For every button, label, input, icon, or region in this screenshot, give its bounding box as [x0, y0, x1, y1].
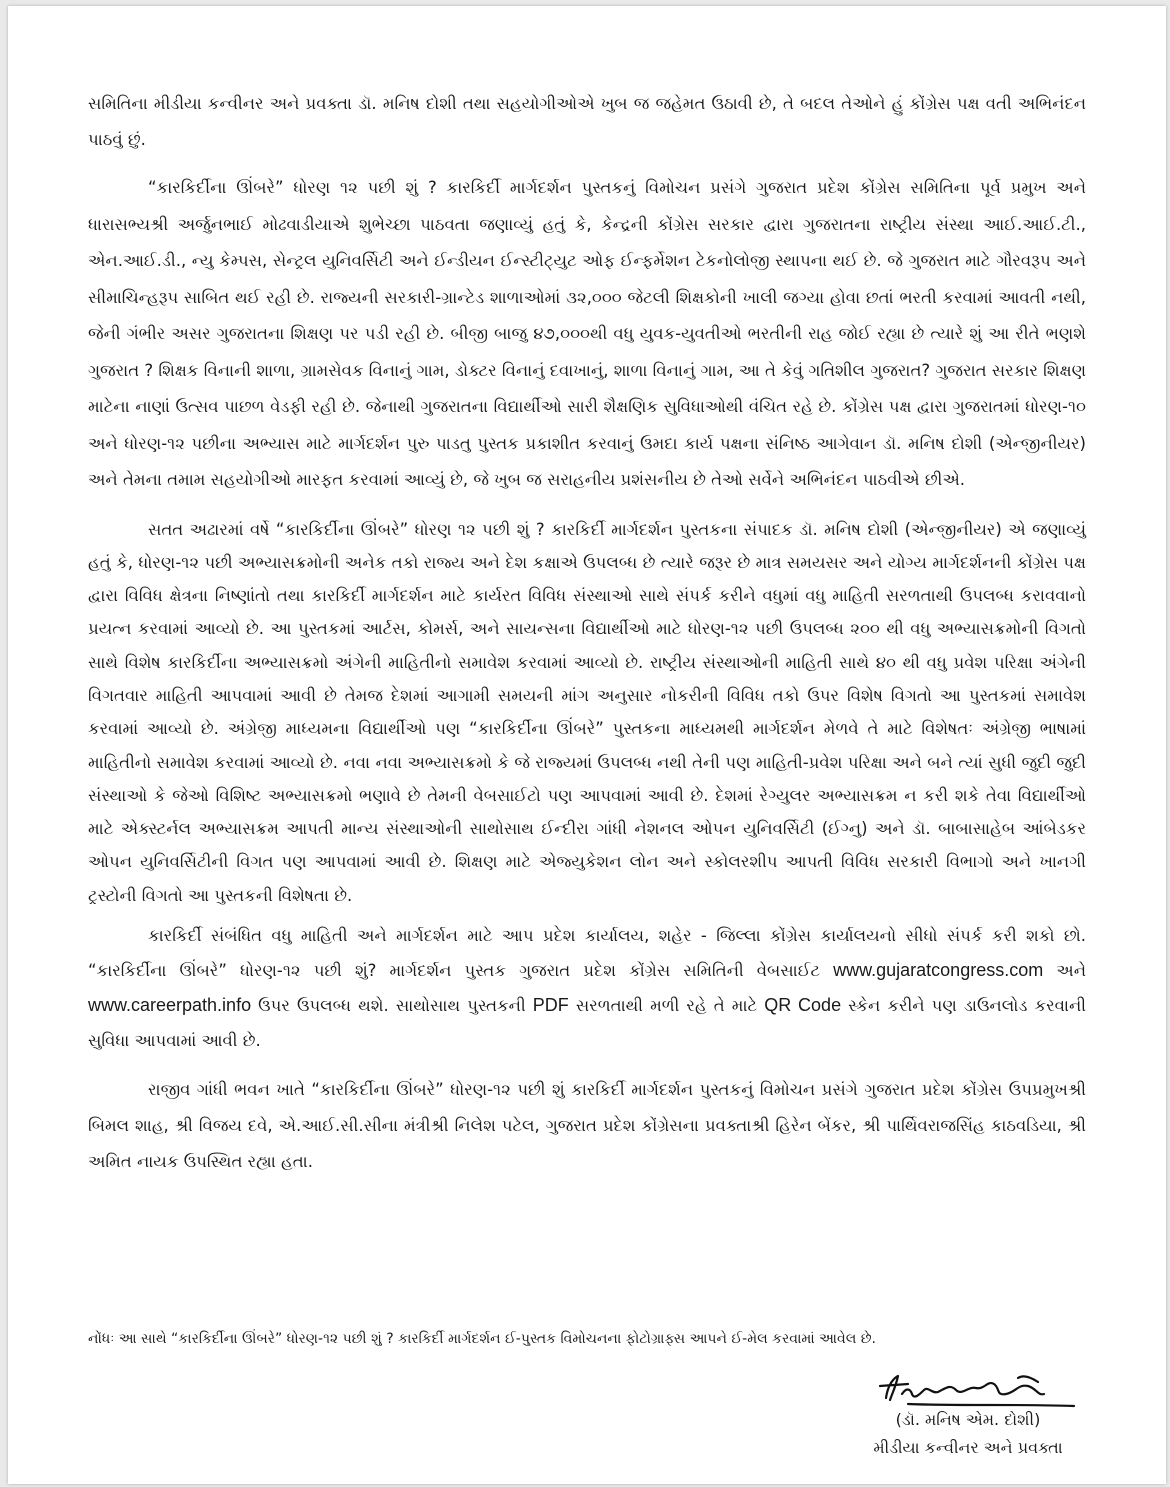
website-link-careerpath: www.careerpath.info [88, 995, 252, 1016]
pdf-label: PDF [532, 995, 569, 1016]
signatory-designation: મીડીયા કન્વીનર અને પ્રવક્તા [873, 1438, 1063, 1457]
paragraph-4-text-a: કારકિર્દી સંબંધિત વધુ માહિતી અને માર્ગદર્શન માટે આપ પ્રદેશ કાર્યાલય, શહેર - જિલ્લા કોંગ્રેસ કાર્યાલયનો સીધો સંપર્ક કરી શકો છો. “કારકિર્દીના ઊંબરે” ધોરણ-૧૨ પછી શું? માર્ગદર્શન પુસ્તક ગુજરાત પ્રદેશ કોંગ્રેસ સમિતિની વેબસાઈટ [88, 926, 1086, 981]
paragraph-4-text-b: અને [1043, 961, 1086, 981]
paragraph-4 [88, 918, 1086, 1058]
paragraph-4-text-c: ઉપર ઉપલબ્ધ થશે. સાથોસાથ પુસ્તકની [251, 996, 533, 1016]
signatory-name: (ડૉ. મનિષ એમ. દોશી) [895, 1410, 1041, 1429]
paragraph-4-text-e: સ્કેન કરીને પણ ડાઉનલોડ કરવાની સુવિધા આપવામાં આવી છે. [88, 996, 1086, 1051]
paragraph-4-text-d: સરળતાથી મળી રહે તે માટે [568, 996, 765, 1016]
paragraph-2: “કારકિર્દીના ઊંબરે” ધોરણ ૧૨ પછી શું ? કારકિર્દી માર્ગદર્શન પુસ્તકનું વિમોચન પ્રસંગે ગુજરાત પ્રદેશ કોંગ્રેસ સમિતિના પૂર્વ પ્રમુખ અને ધારાસભ્યશ્રી અર્જુનભાઈ મોઢવાડીયાએ શુભેચ્છા પાઠવતા જણાવ્યું હતું કે, કેન્દ્રની કોંગ્રેસ સરકાર દ્વારા ગુજરાતના રાષ્ટ્રીય સંસ્થા આઈ.આઈ.ટી., એન.આઈ.ડી., ન્યુ કેમ્પસ, સેન્ટ્રલ યુનિવર્સિટી અને ઈન્ડીયન ઈન્સ્ટીટ્યુટ ઓફ ઈન્ફર્મેશન ટેકનોલોજી સ્થાપના થઈ છે. જે ગુજરાત માટે ગૌરવરૂપ અને સીમાચિન્હરૂપ સાબિત થઈ રહી છે. રાજ્યની સરકારી-ગ્રાન્ટેડ શાળાઓમાં ૩૨,૦૦૦ જેટલી શિક્ષકોની ખાલી જગ્યા હોવા છતાં ભરતી કરવામાં આવતી નથી, જેની ગંભીર અસર ગુજરાતના શિક્ષણ પર પડી રહી છે. બીજી બાજુ ૪૭,૦૦૦થી વધુ યુવક-યુવતીઓ ભરતીની રાહ જોઈ રહ્યા છે ત્યારે શું આ રીતે ભણશે ગુજરાત ? શિક્ષક વિનાની શાળા, ગ્રામસેવક વિનાનું ગામ, ડોક્ટર વિનાનું દવાખાનું, શાળા વિનાનું ગામ, આ તે કેવું ગતિશીલ ગુજરાત? ગુજરાત સરકાર શિક્ષણ માટેના નાણાં ઉત્સવ પાછળ વેડફી રહી છે. જેનાથી ગુજરાતના વિદ્યાર્થીઓ સારી શૈક્ષણિક સુવિધાઓથી વંચિત રહે છે. કોંગ્રેસ પક્ષ દ્વારા ગુજરાતમાં ધોરણ-૧૦ અને ધોરણ-૧૨ પછીના અભ્યાસ માટે માર્ગદર્શન પુરુ પાડતુ પુસ્તક પ્રકાશીત કરવાનું ઉમદા કાર્ય પક્ષના સંનિષ્ઠ આગેવાન ડૉ. મનિષ દોશી (એન્જીનીયર) અને તેમના તમામ સહયોગીઓ મારફત કરવામાં આવ્યું છે, જે ખુબ જ સરાહનીય પ્રશંસનીય છે તેઓ સર્વેને અભિનંદન પાઠવીએ છીએ. [88, 178, 1086, 489]
paragraph-5: રાજીવ ગાંધી ભવન ખાતે “કારકિર્દીના ઊંબરે” ધોરણ-૧૨ પછી શું કારકિર્દી માર્ગદર્શન પુસ્તકનું વિમોચન પ્રસંગે ગુજરાત પ્રદેશ કોંગ્રેસ ઉપપ્રમુખશ્રી બિમલ શાહ, શ્રી વિજય દવે, એ.આઈ.સી.સીના મંત્રીશ્રી નિલેશ પટેલ, ગુજરાત પ્રદેશ કોંગ્રેસના પ્રવક્તાશ્રી હિરેન બેંકર, શ્રી પાર્થિવરાજસિંહ કાઠવડિયા, શ્રી અમિત નાયક ઉપસ્થિત રહ્યા હતા. [88, 1080, 1086, 1172]
signatory-block [858, 1406, 1078, 1462]
paragraph-1: સમિતિના મીડીયા કન્વીનર અને પ્રવક્તા ડૉ. મનિષ દોશી તથા સહયોગીઓએ ખુબ જ જહેમત ઉઠાવી છે, તે બદલ તેઓને હું કોંગ્રેસ પક્ષ વતી અભિનંદન પાઠવું છું. [88, 94, 1086, 149]
document-page [8, 6, 1166, 1484]
paragraph-3: સતત અઢારમાં વર્ષે “કારકિર્દીના ઊંબરે” ધોરણ ૧૨ પછી શું ? કારકિર્દી માર્ગદર્શન પુસ્તકના સંપાદક ડૉ. મનિષ દોશી (એન્જીનીયર) એ જણાવ્યું હતું કે, ધોરણ-૧૨ પછી અભ્યાસક્રમોની અનેક તકો રાજ્ય અને દેશ કક્ષાએ ઉપલબ્ધ છે ત્યારે જરૂર છે માત્ર સમયસર અને યોગ્ય માર્ગદર્શનની કોંગ્રેસ પક્ષ દ્વારા વિવિધ ક્ષેત્રના નિષ્ણાંતો તથા કારકિર્દી માર્ગદર્શન માટે કાર્યરત વિવિધ સંસ્થાઓ સાથે સંપર્ક કરીને વધુમાં વધુ માહિતી સરળતાથી ઉપલબ્ધ કરાવવાનો પ્રયત્ન કરવામાં આવ્યો છે. આ પુસ્તકમાં આર્ટસ, કોમર્સ, અને સાયન્સના વિદ્યાર્થીઓ માટે ધોરણ-૧૨ પછી ઉપલબ્ધ ૨૦૦ થી વધુ અભ્યાસક્રમોની વિગતો સાથે વિશેષ કારકિર્દીના અભ્યાસક્રમો અંગેની માહિતીનો સમાવેશ કરવામાં આવ્યો છે. રાષ્ટ્રીય સંસ્થાઓની માહિતી સાથે ૪૦ થી વધુ પ્રવેશ પરિક્ષા અંગેની વિગતવાર માહિતી આપવામાં આવી છે તેમજ દેશમાં આગામી સમયની માંગ અનુસાર નોકરીની વિવિધ તકો ઉપર વિશેષ વિગતો આ પુસ્તકમાં સમાવેશ કરવામાં આવ્યો છે. અંગ્રેજી માધ્યમના વિદ્યાર્થીઓ પણ “કારકિર્દીના ઊંબરે” પુસ્તકના માધ્યમથી માર્ગદર્શન મેળવે તે માટે વિશેષતઃ અંગ્રેજી ભાષામાં માહિતીનો સમાવેશ કરવામાં આવ્યો છે. નવા નવા અભ્યાસક્રમો કે જે રાજ્યમાં ઉપલબ્ધ નથી તેની પણ માહિતી-પ્રવેશ પરિક્ષા અને બને ત્યાં સુધી જુદી જુદી સંસ્થાઓ કે જેઓ વિશિષ્ટ અભ્યાસક્રમો ભણાવે છે તેમની વેબસાઈટો પણ આપવામાં આવી છે. દેશમાં રેગ્યુલર અભ્યાસક્રમ ન કરી શકે તેવા વિદ્યાર્થીઓ માટે એક્સ્ટર્નલ અભ્યાસક્રમ આપતી માન્ય સંસ્થાઓની સાથોસાથ ઈન્દીરા ગાંધી નેશનલ ઓપન યુનિવર્સિટી (ઈગ્નુ) અને ડૉ. બાબાસાહેબ આંબેડકર ઓપન યુનિવર્સિટીની વિગત પણ આપવામાં આવી છે. શિક્ષણ માટે એજ્યુકેશન લોન અને સ્કોલરશીપ આપતી વિવિધ સરકારી વિભાગો અને ખાનગી ટ્રસ્ટોની વિગતો આ પુસ્તકની વિશેષતા છે. [88, 519, 1086, 905]
website-link-gujaratcongress: www.gujaratcongress.com [833, 960, 1044, 981]
document-body [88, 86, 1086, 1180]
qr-code-label: QR Code [764, 995, 842, 1016]
footnote: નોંધઃ આ સાથે “કારકિર્દીના ઊંબરે” ધોરણ-૧૨ પછી શું ? કારકિર્દી માર્ગદર્શન ઈ-પુસ્તક વિમોચનના ફોટોગ્રાફ્સ આપને ઈ-મેલ કરવામાં આવેલ છે. [88, 1331, 877, 1347]
